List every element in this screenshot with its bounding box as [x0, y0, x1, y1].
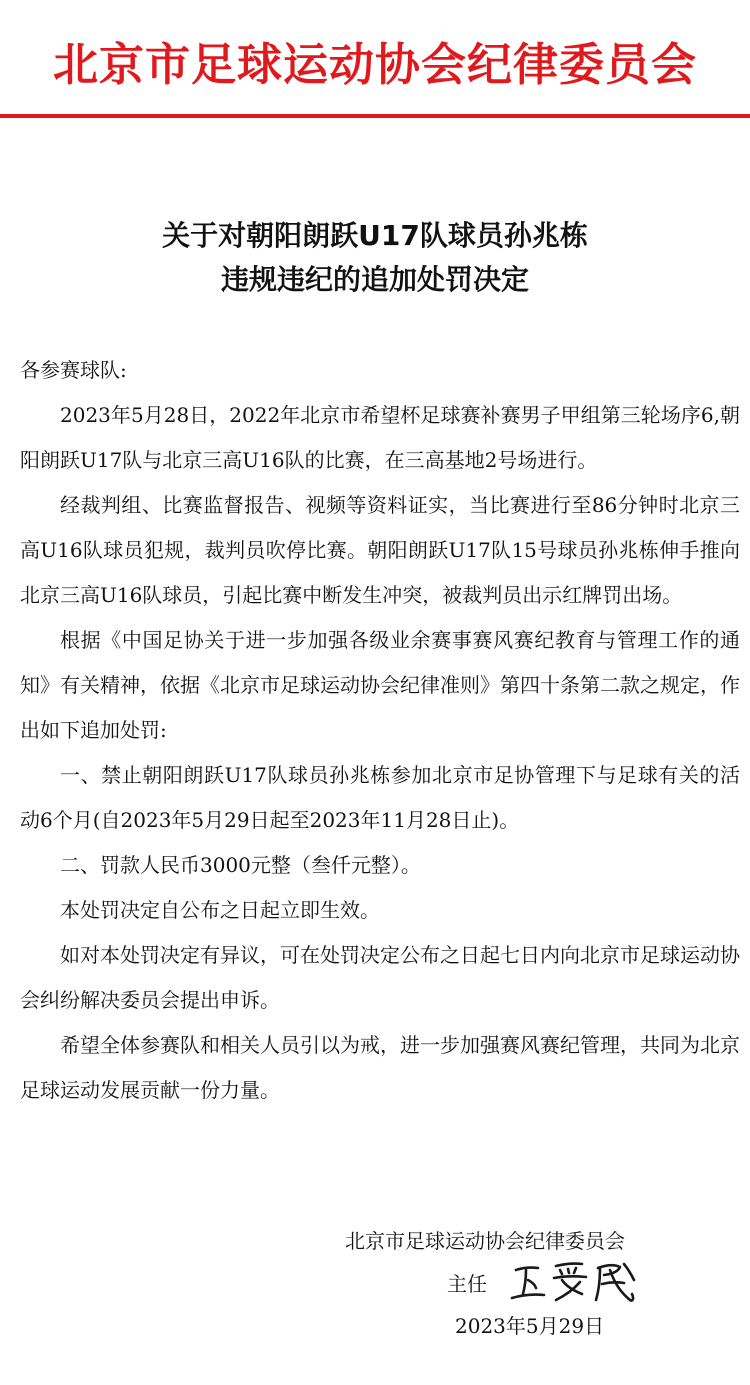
- letterhead-red-rule: [0, 114, 750, 118]
- document-body: [20, 393, 740, 1113]
- paragraph-penalty-1: 一、禁止朝阳朗跃U17队球员孙兆栋参加北京市足协管理下与足球有关的活动6个月(自2023年5月29日起至2023年11月28日止)。: [20, 763, 740, 832]
- paragraph-penalty-2: 二、罚款人民币3000元整（叁仟元整）。: [60, 853, 421, 877]
- paragraph-closing: 希望全体参赛队和相关人员引以为戒，进一步加强赛风赛纪管理，共同为北京足球运动发展贡献一份力量。: [20, 1033, 740, 1102]
- paragraph-appeal: 如对本处罚决定有异议，可在处罚决定公布之日起七日内向北京市足球运动协会纠纷解决委员会提出申诉。: [20, 943, 740, 1012]
- handwritten-signature: [508, 1258, 638, 1306]
- director-label: 主任: [447, 1272, 487, 1296]
- letterhead-title: 北京市足球运动协会纪律委员会: [52, 38, 697, 91]
- document-title-line-2: 违规违纪的追加处罚决定: [220, 263, 529, 296]
- paragraph-match-info: 2023年5月28日，2022年北京市希望杯足球赛补赛男子甲组第三轮场序6,朝阳朗跃U17队与北京三高U16队的比赛，在三高基地2号场进行。: [20, 403, 740, 472]
- signoff-date: 2023年5月29日: [455, 1314, 605, 1338]
- signoff-organization: 北京市足球运动协会纪律委员会: [345, 1229, 625, 1253]
- document-title-line-1: 关于对朝阳朗跃U17队球员孙兆栋: [162, 219, 588, 252]
- salutation: 各参赛球队:: [20, 358, 127, 382]
- paragraph-effective: 本处罚决定自公布之日起立即生效。: [60, 898, 380, 922]
- paragraph-incident: 经裁判组、比赛监督报告、视频等资料证实，当比赛进行至86分钟时北京三高U16队球员犯规，裁判员吹停比赛。朝阳朗跃U17队15号球员孙兆栋伸手推向北京三高U16队球员，引起比赛中断发生冲突，被裁判员出示红牌罚出场。: [20, 493, 740, 607]
- paragraph-basis: 根据《中国足协关于进一步加强各级业余赛事赛风赛纪教育与管理工作的通知》有关精神，依据《北京市足球运动协会纪律准则》第四十条第二款之规定，作出如下追加处罚:: [20, 628, 740, 742]
